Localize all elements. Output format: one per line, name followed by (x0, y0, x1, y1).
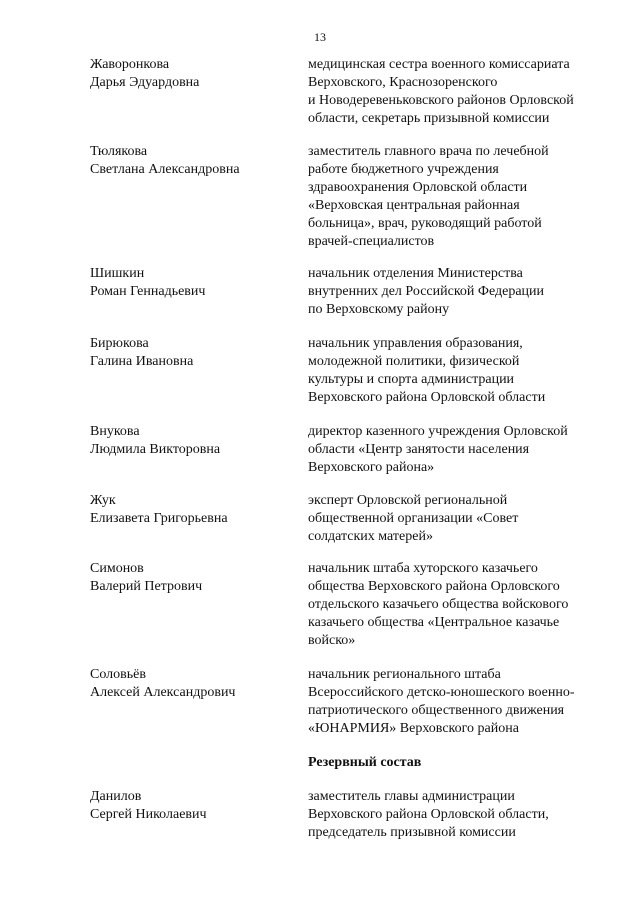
role-line: войско» (308, 633, 356, 648)
role-line: здравоохранения Орловской области (308, 180, 528, 195)
role-line: Верховского, Краснозоренского (308, 75, 498, 90)
role-line: Верховского района Орловской области (308, 390, 546, 405)
member-role (308, 666, 618, 738)
member-role (308, 492, 618, 546)
role-line: патриотического общественного движения (308, 703, 565, 718)
member-name (90, 492, 290, 528)
member-given-names: Роман Геннадьевич (90, 284, 206, 299)
member-role (308, 560, 618, 650)
member-role (308, 143, 618, 251)
member-name (90, 560, 290, 596)
member-name (90, 56, 290, 92)
member-given-names: Дарья Эдуардовна (90, 75, 200, 90)
member-surname: Жук (90, 493, 116, 508)
role-line: заместитель главы администрации (308, 789, 515, 804)
role-line: врачей-специалистов (308, 234, 435, 249)
role-line: начальник управления образования, (308, 336, 523, 351)
role-line: отдельского казачьего общества войскового (308, 597, 569, 612)
member-given-names: Светлана Александровна (90, 162, 240, 177)
member-role (308, 265, 618, 319)
role-line: области «Центр занятости населения (308, 442, 530, 457)
role-line: работе бюджетного учреждения (308, 162, 499, 177)
role-line: культуры и спорта администрации (308, 372, 515, 387)
reserve-heading: Резервный состав (308, 755, 422, 770)
role-line: эксперт Орловской региональной (308, 493, 508, 508)
role-line: области, секретарь призывной комиссии (308, 111, 550, 126)
member-surname: Внукова (90, 424, 140, 439)
role-line: внутренних дел Российской Федерации (308, 284, 545, 299)
role-line: «Верховская центральная районная (308, 198, 520, 213)
role-line: медицинская сестра военного комиссариата (308, 57, 570, 72)
member-role (308, 788, 618, 842)
member-name (90, 788, 290, 824)
role-line: Верховского района Орловской области, (308, 807, 549, 822)
member-surname: Шишкин (90, 266, 145, 281)
role-line: начальник штаба хуторского казачьего (308, 561, 538, 576)
member-role (308, 56, 618, 128)
member-surname: Бирюкова (90, 336, 149, 351)
role-line: общественной организации «Совет (308, 511, 519, 526)
role-line: Всероссийского детско-юношеского военно- (308, 685, 575, 700)
member-surname: Соловьёв (90, 667, 146, 682)
member-given-names: Людмила Викторовна (90, 442, 221, 457)
member-name (90, 265, 290, 301)
role-line: общества Верховского района Орловского (308, 579, 560, 594)
role-line: «ЮНАРМИЯ» Верховского района (308, 721, 519, 736)
role-line: начальник отделения Министерства (308, 266, 523, 281)
role-line: Верховского района» (308, 460, 435, 475)
member-surname: Данилов (90, 789, 142, 804)
member-given-names: Алексей Александрович (90, 685, 236, 700)
role-line: председатель призывной комиссии (308, 825, 516, 840)
member-given-names: Сергей Николаевич (90, 807, 207, 822)
role-line: молодежной политики, физической (308, 354, 520, 369)
member-given-names: Галина Ивановна (90, 354, 194, 369)
member-surname: Симонов (90, 561, 144, 576)
member-name (90, 423, 290, 459)
member-surname: Тюлякова (90, 144, 148, 159)
role-line: по Верховскому району (308, 302, 450, 317)
member-given-names: Елизавета Григорьевна (90, 511, 228, 526)
page-number: 13 (314, 30, 326, 44)
member-surname: Жаворонкова (90, 57, 170, 72)
member-name (90, 143, 290, 179)
role-line: директор казенного учреждения Орловской (308, 424, 568, 439)
member-role (308, 335, 618, 407)
role-line: заместитель главного врача по лечебной (308, 144, 549, 159)
member-role (308, 423, 618, 477)
member-name (90, 335, 290, 371)
role-line: начальник регионального штаба (308, 667, 501, 682)
role-line: больница», врач, руководящий работой (308, 216, 542, 231)
role-line: солдатских матерей» (308, 529, 433, 544)
member-name (90, 666, 290, 702)
role-line: и Новодеревеньковского районов Орловской (308, 93, 574, 108)
member-given-names: Валерий Петрович (90, 579, 203, 594)
role-line: казачьего общества «Центральное казачье (308, 615, 560, 630)
